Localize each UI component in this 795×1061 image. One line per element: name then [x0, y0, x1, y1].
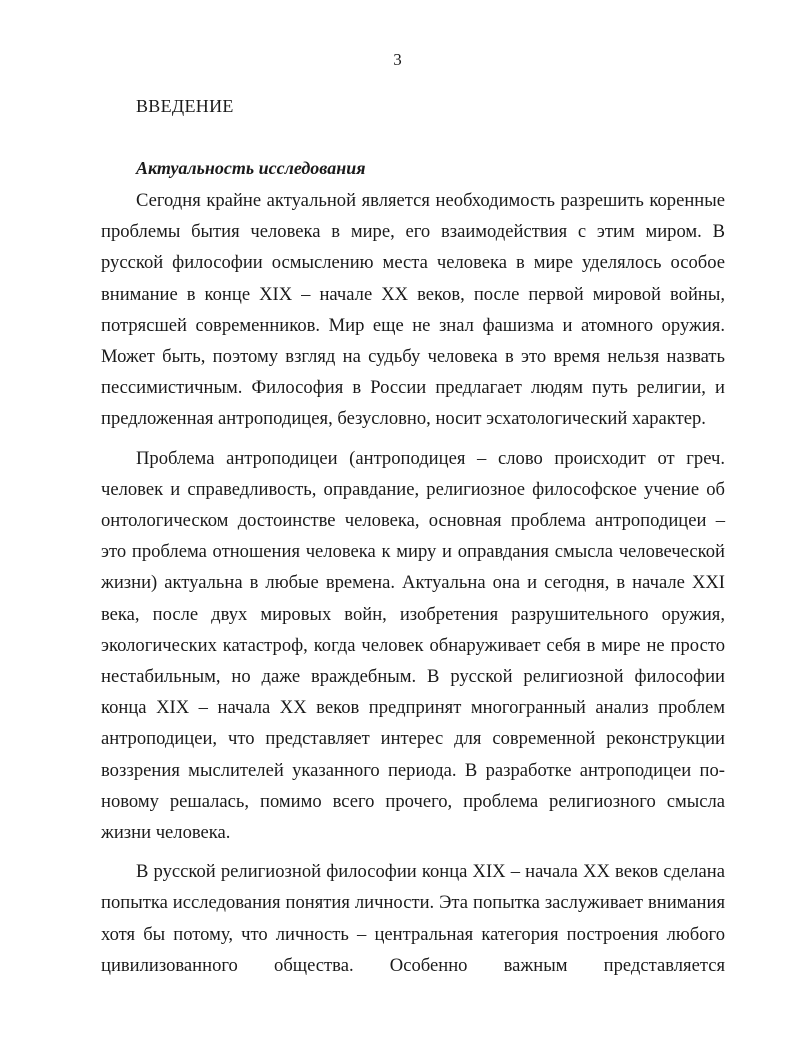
- paragraph-3: В русской религиозной философии конца XIX – начала XX веков сделана попытка исследования понятия личности. Эта попытка заслуживает внимания хотя бы потому, что личность – центральная категория построения любого цивилизованного общества. Особенно важным представляется: [101, 861, 725, 976]
- body-text: [101, 185, 725, 981]
- paragraph-1: Сегодня крайне актуальной является необходимость разрешить коренные проблемы бытия человека в мире, его взаимодействия с этим миром. В русской философии осмыслению места человека в мире уделялось особое внимание в конце XIX – начале XX веков, после первой мировой войны, потрясшей современников. Мир еще не знал фашизма и атомного оружия. Может быть, поэтому взгляд на судьбу человека в это время нельзя назвать пессимистичным. Философия в России предлагает людям путь религии, и предложенная антроподицея, безусловно, носит эсхатологический характер.: [101, 190, 725, 430]
- page-number: 3: [393, 50, 402, 69]
- section-heading: ВВЕДЕНИЕ: [136, 96, 234, 116]
- subsection-heading: Актуальность исследования: [136, 158, 366, 178]
- paragraph-2: Проблема антроподицеи (антроподицея – слово происходит от греч. человек и справедливость, оправдание, религиозное философское учение об онтологическом достоинстве человека, основная проблема антроподицеи – это проблема отношения человека к миру и оправдания смысла человеческой жизни) актуальна в любые времена. Актуальна она и сегодня, в начале XXI века, после двух мировых войн, изобретения разрушительного оружия, экологических катастроф, когда человек обнаруживает себя в мире не просто нестабильным, но даже враждебным. В русской религиозной философии конца XIX – начала XX веков предпринят многогранный анализ проблем антроподицеи, что представляет интерес для современной реконструкции воззрения мыслителей указанного периода. В разработке антроподицеи по-новому решалась, помимо всего прочего, проблема религиозного смысла жизни человека.: [101, 447, 725, 844]
